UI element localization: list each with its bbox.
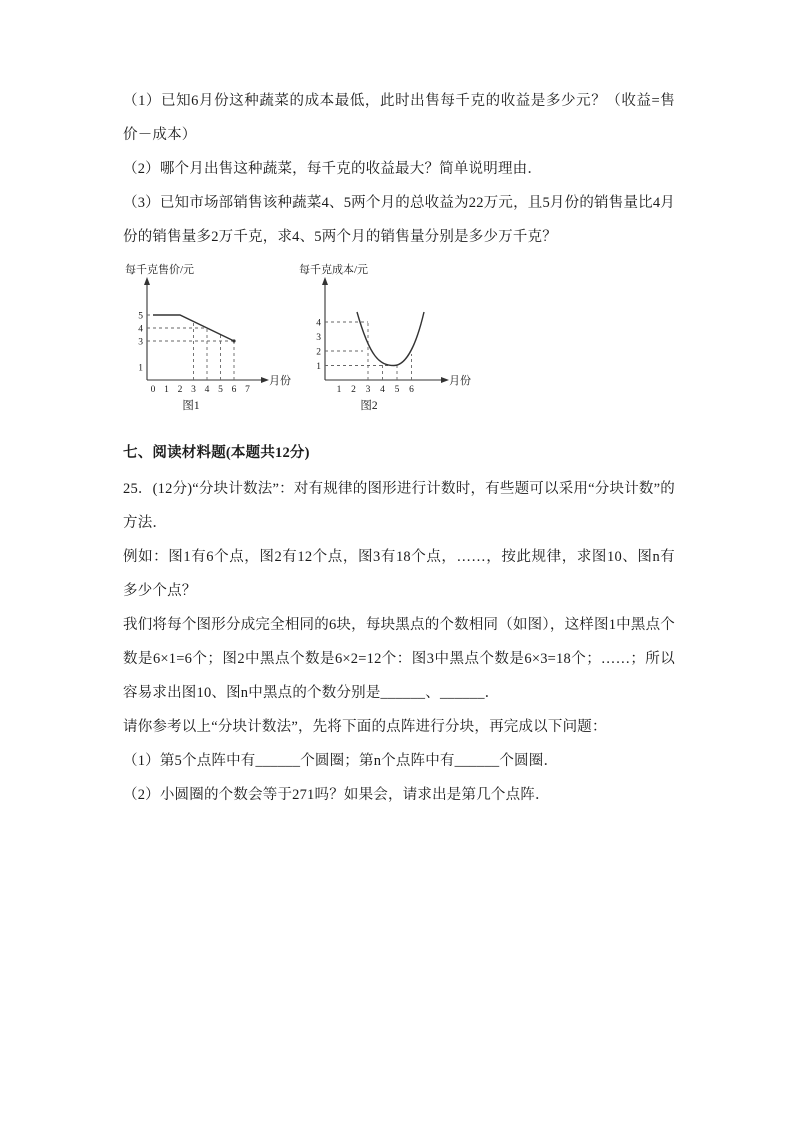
fig1-ytick: 3 bbox=[138, 337, 143, 348]
fig1-xtick: 0 bbox=[150, 385, 156, 395]
figures-row bbox=[123, 262, 675, 414]
question-24-part-2: （2）哪个月出售这种蔬菜，每千克的收益最大？简单说明理由． bbox=[123, 161, 543, 177]
fig2-y-tick-labels bbox=[316, 319, 321, 373]
fig2-guide-lines bbox=[325, 322, 412, 380]
content-area bbox=[123, 84, 675, 812]
fig2-ytick: 3 bbox=[316, 333, 321, 343]
fig1-xtick: 5 bbox=[218, 385, 223, 395]
fig1-xtick: 4 bbox=[204, 385, 210, 395]
problem-25-sub-1: （1）第5个点阵中有______个圆圈；第n个点阵中有______个圆圈． bbox=[123, 753, 559, 769]
fig1-svg bbox=[123, 262, 291, 414]
fig2-ytick: 2 bbox=[316, 347, 321, 358]
fig2-xtick: 1 bbox=[336, 385, 342, 395]
question-24-part-3: （3）已知市场部销售该种蔬菜4、5两个月的总收益为22万元，且5月份的销售量比4月份的销售量多2万千克，求4、5两个月的销售量分别是多少万千克？ bbox=[123, 195, 675, 245]
fig1-xtick: 2 bbox=[177, 385, 183, 395]
fig2-x-axis-arrow bbox=[441, 377, 449, 383]
fig1-xtick: 3 bbox=[191, 385, 196, 395]
fig1-axes bbox=[144, 277, 269, 383]
fig2-xtick: 3 bbox=[365, 385, 371, 395]
fig2-x-tick-labels bbox=[337, 385, 415, 395]
fig2-cost-curve bbox=[357, 312, 424, 366]
problem-25-sub-2: （2）小圆圈的个数会等于271吗？如果会，请求出是第几个点阵． bbox=[123, 787, 550, 803]
fig2-x-axis-title: 月份 bbox=[449, 375, 471, 387]
fig1-price-line bbox=[153, 315, 236, 343]
fig2-xtick: 2 bbox=[351, 385, 356, 395]
problem-25-example: 例如：图1有6个点，图2有12个点，图3有18个点，……，按此规律，求图10、图n有多少个点？ bbox=[123, 549, 675, 599]
fig1-caption: 图1 bbox=[182, 400, 200, 412]
problem-25-method: 我们将每个图形分成完全相同的6块，每块黑点的个数相同（如图），这样图1中黑点个数是6×1=6个；图2中黑点个数是6×2=12个：图3中黑点个数是6×3=18个；……；所以容易求出图10、图n中黑点的个数分别是______、______． bbox=[123, 617, 675, 701]
fig1-y-axis-arrow bbox=[144, 277, 150, 285]
fig2-xtick: 4 bbox=[380, 385, 385, 395]
fig2-y-axis-arrow bbox=[322, 277, 328, 285]
problem-25-intro: 25．(12分)“分块计数法”：对有规律的图形进行计数时，有些题可以采用“分块计数”的方法． bbox=[123, 481, 675, 531]
fig1-x-tick-labels bbox=[151, 385, 251, 395]
question-24-part-1: （1）已知6月份这种蔬菜的成本最低，此时出售每千克的收益是多少元？（收益=售价－成本） bbox=[123, 93, 675, 143]
fig2-xtick: 6 bbox=[409, 385, 414, 395]
fig1-y-axis-title: 每千克售价/元 bbox=[125, 264, 195, 276]
fig1-xtick: 6 bbox=[231, 385, 237, 395]
fig2-xtick: 5 bbox=[394, 385, 400, 395]
fig1-x-axis-title: 月份 bbox=[269, 375, 291, 387]
fig2-ytick: 4 bbox=[316, 318, 321, 329]
figure-cost-graph bbox=[297, 262, 475, 414]
figure-price-graph bbox=[123, 262, 291, 414]
fig1-ytick: 5 bbox=[138, 311, 143, 322]
fig1-guide-lines bbox=[147, 315, 234, 380]
fig1-ytick: 1 bbox=[138, 363, 143, 374]
fig1-x-axis-arrow bbox=[261, 377, 269, 383]
fig1-ytick: 4 bbox=[138, 324, 143, 335]
fig2-ytick: 1 bbox=[316, 362, 321, 372]
problem-25-reference: 请你参考以上“分块计数法”，先将下面的点阵进行分块，再完成以下问题： bbox=[123, 719, 607, 735]
section-7-header: 七、阅读材料题(本题共12分) bbox=[123, 445, 310, 461]
fig2-svg bbox=[297, 262, 475, 414]
fig1-xtick: 1 bbox=[164, 385, 169, 395]
fig2-y-axis-title: 每千克成本/元 bbox=[299, 264, 369, 276]
fig1-y-tick-labels bbox=[138, 312, 143, 374]
fig2-axes bbox=[322, 277, 449, 383]
fig1-xtick: 7 bbox=[245, 385, 250, 395]
fig2-caption: 图2 bbox=[360, 400, 378, 412]
